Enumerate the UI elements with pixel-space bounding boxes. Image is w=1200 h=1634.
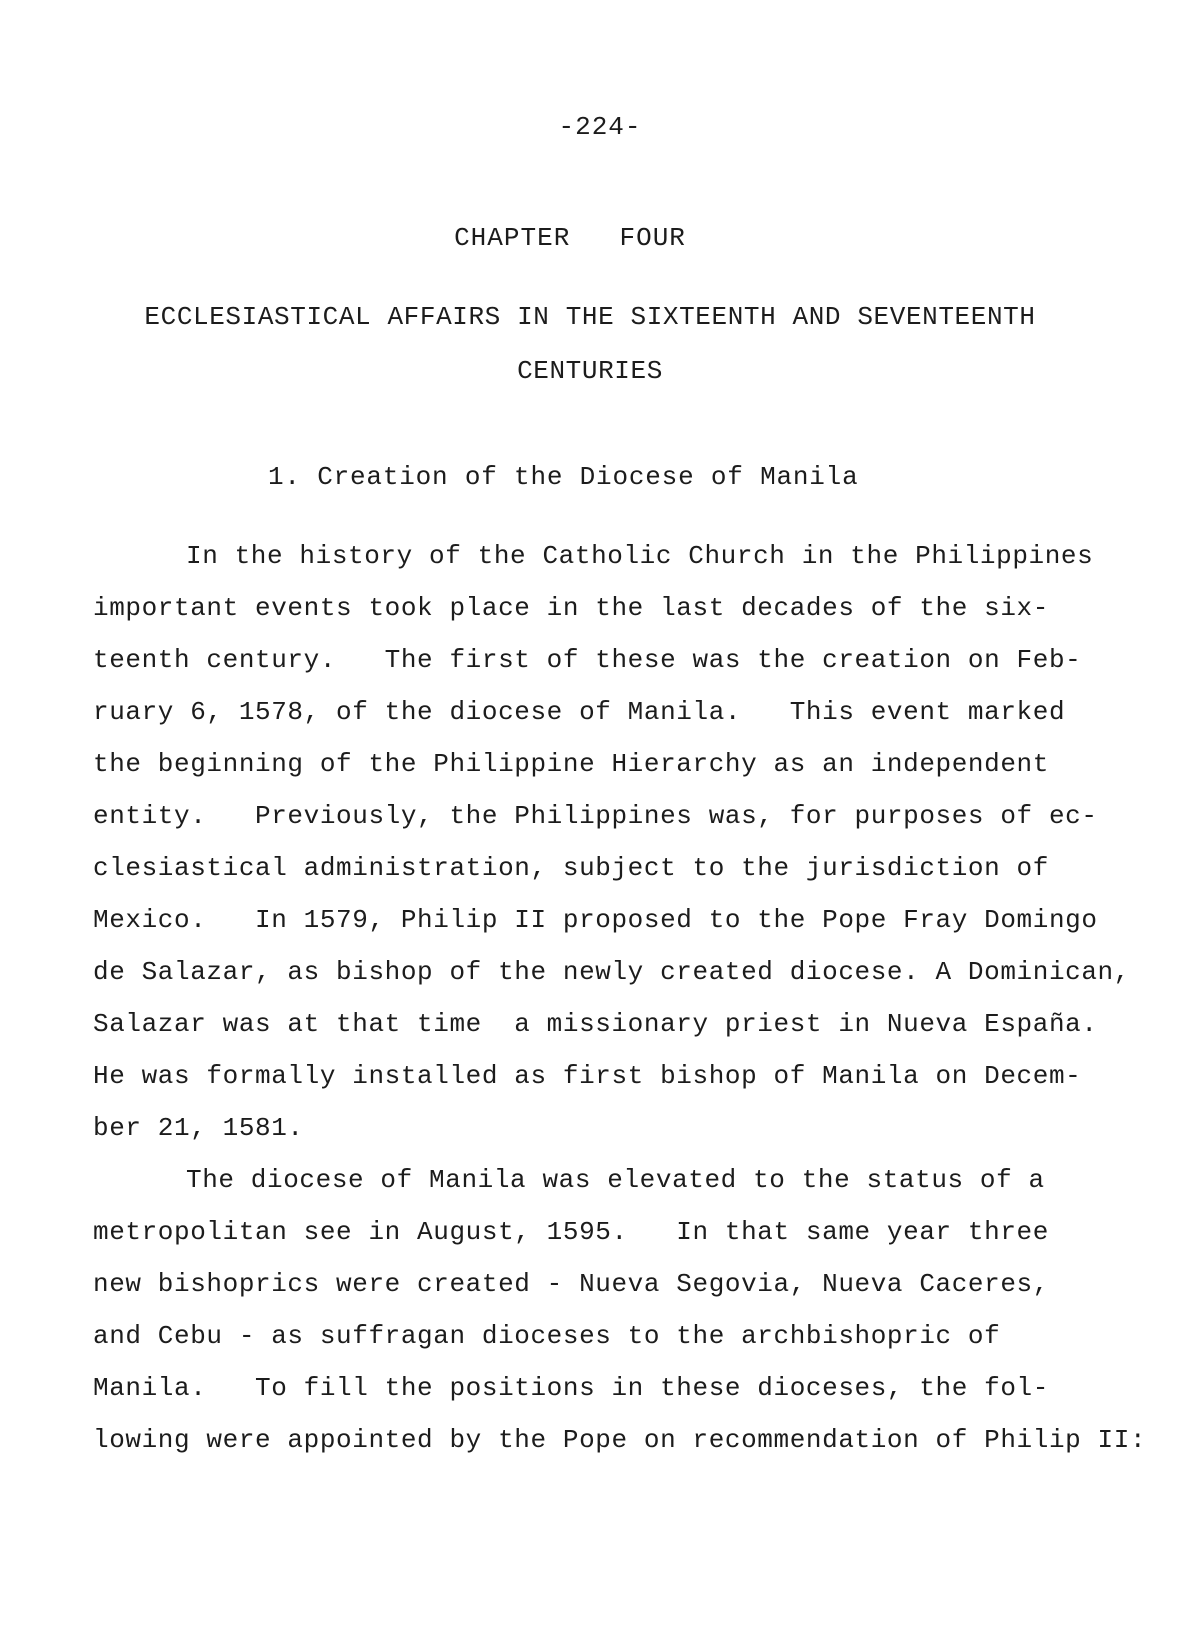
paragraph-line: de Salazar, as bishop of the newly created diocese. A Dominican,: [93, 957, 1130, 987]
paragraph-2: [93, 1154, 1147, 1466]
paragraph-line: In the history of the Catholic Church in the Philippines: [186, 541, 1094, 571]
paragraph-line: ber 21, 1581.: [93, 1113, 304, 1143]
paragraph-line: Salazar was at that time a missionary priest in Nueva España.: [93, 1009, 1098, 1039]
paragraph-line: lowing were appointed by the Pope on recommendation of Philip II:: [93, 1425, 1147, 1455]
chapter-title-line-2: CENTURIES: [517, 356, 663, 386]
paragraph-line: The diocese of Manila was elevated to the status of a: [186, 1165, 1045, 1195]
paragraph-line: Manila. To fill the positions in these dioceses, the fol-: [93, 1373, 1049, 1403]
paragraph-line: He was formally installed as first bishop of Manila on Decem-: [93, 1061, 1082, 1091]
paragraph-line: ruary 6, 1578, of the diocese of Manila. This event marked: [93, 697, 1066, 727]
chapter-heading: CHAPTER FOUR: [454, 223, 686, 253]
paragraph-line: the beginning of the Philippine Hierarchy as an independent: [93, 749, 1049, 779]
paragraph-line: metropolitan see in August, 1595. In that same year three: [93, 1217, 1049, 1247]
paragraph-line: Mexico. In 1579, Philip II proposed to the Pope Fray Domingo: [93, 905, 1098, 935]
paragraph-line: new bishoprics were created - Nueva Segovia, Nueva Caceres,: [93, 1269, 1049, 1299]
page-number: -224-: [558, 112, 642, 142]
paragraph-line: entity. Previously, the Philippines was, for purposes of ec-: [93, 801, 1098, 831]
section-heading: 1. Creation of the Diocese of Manila: [268, 462, 859, 492]
chapter-title-line-1: ECCLESIASTICAL AFFAIRS IN THE SIXTEENTH AND SEVENTEENTH: [144, 302, 1036, 332]
paragraph-line: and Cebu - as suffragan dioceses to the archbishopric of: [93, 1321, 1001, 1351]
paragraph-1: [93, 530, 1130, 1154]
paragraph-line: teenth century. The first of these was the creation on Feb-: [93, 645, 1082, 675]
paragraph-line: clesiastical administration, subject to the jurisdiction of: [93, 853, 1049, 883]
paragraph-line: important events took place in the last decades of the six-: [93, 593, 1049, 623]
